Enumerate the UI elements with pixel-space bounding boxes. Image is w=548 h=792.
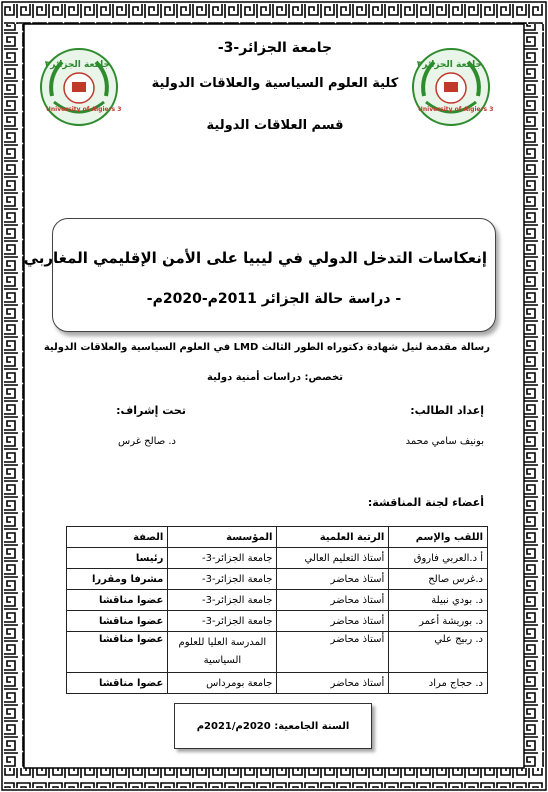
laurel-logo-icon: [410, 46, 492, 128]
member-institution: جامعة بومرداس: [168, 673, 277, 694]
member-name: د.غرس صالح: [389, 569, 488, 590]
table-header-row: [67, 527, 488, 548]
member-institution: جامعة الجزائر-3-: [168, 611, 277, 632]
table-row: [67, 611, 488, 632]
laurel-logo-icon: [38, 46, 120, 128]
member-rank: أستاذ محاضر: [277, 590, 389, 611]
committee-table: [66, 526, 488, 694]
table-row: [67, 569, 488, 590]
member-institution: جامعة الجزائر-3-: [168, 569, 277, 590]
university-name: جامعة الجزائر-3-: [217, 40, 333, 56]
member-role: رئيسا: [67, 548, 168, 569]
thesis-title: إنعكاسات التدخل الدولي في ليبيا على الأمن الإقليمي المغاربي: [23, 249, 487, 267]
faculty-name: كلية العلوم السياسية والعلاقات الدولية: [151, 76, 399, 91]
member-rank: أستاذ محاضر: [277, 632, 389, 673]
member-rank: أستاذ محاضر: [277, 611, 389, 632]
specialty: تخصص: دراسات أمنية دولية: [207, 372, 343, 383]
member-institution: المدرسة العليا للعلوم السياسية: [168, 632, 277, 673]
column-header-role: الصفة: [67, 527, 168, 548]
thesis-description: رسالة مقدمة لنيل شهادة دكتوراه الطور الثالث LMD في العلوم السياسية والعلاقات الدولية: [43, 342, 490, 353]
member-role: عضوا مناقشا: [67, 632, 168, 673]
member-role: عضوا مناقشا: [67, 611, 168, 632]
academic-year: السنة الجامعية: 2020م/2021م: [196, 720, 350, 732]
member-role: عضوا مناقشا: [67, 590, 168, 611]
logo-text-en: University of Algiers 3: [418, 106, 494, 113]
member-role: مشرفا ومقررا: [67, 569, 168, 590]
member-name: أ د.العربي فاروق: [389, 548, 488, 569]
logo-text-en: University of Algiers 3: [46, 106, 122, 113]
member-institution: جامعة الجزائر-3-: [168, 548, 277, 569]
student-name: بونيف سامي محمد: [405, 436, 484, 447]
column-header-rank: الرتبة العلمية: [277, 527, 389, 548]
column-header-name: اللقب والإسم: [389, 527, 488, 548]
member-role: عضوا مناقشا: [67, 673, 168, 694]
table-row: [67, 632, 488, 673]
university-logo-right: [410, 46, 492, 128]
table-row: [67, 590, 488, 611]
member-name: د. حجاج مراد: [389, 673, 488, 694]
logo-text-ar: جامعة الجزائر٣: [416, 60, 482, 70]
thesis-subtitle: - دراسة حالة الجزائر 2011م-2020م-: [146, 291, 402, 307]
department-name: قسم العلاقات الدولية: [206, 118, 344, 133]
member-rank: أستاذ التعليم العالي: [277, 548, 389, 569]
supervisor-name: د. صالح غرس: [118, 436, 176, 447]
supervisor-label: تحت إشراف:: [116, 404, 186, 417]
table-row: [67, 548, 488, 569]
thesis-title-box: [23, 218, 496, 332]
table-row: [67, 673, 488, 694]
member-rank: أستاذ محاضر: [277, 673, 389, 694]
university-logo-left: [38, 46, 120, 128]
logo-text-ar: جامعة الجزائر٣: [44, 60, 110, 70]
member-name: د. ربيج علي: [389, 632, 488, 673]
committee-heading: أعضاء لجنة المناقشة:: [367, 496, 484, 509]
member-name: د. بودي نبيلة: [389, 590, 488, 611]
academic-year-box: [174, 703, 372, 749]
member-rank: أستاذ محاضر: [277, 569, 389, 590]
member-name: د. بوريشة أعمر: [389, 611, 488, 632]
column-header-institution: المؤسسة: [168, 527, 277, 548]
member-institution: جامعة الجزائر-3-: [168, 590, 277, 611]
student-label: إعداد الطالب:: [410, 404, 484, 417]
